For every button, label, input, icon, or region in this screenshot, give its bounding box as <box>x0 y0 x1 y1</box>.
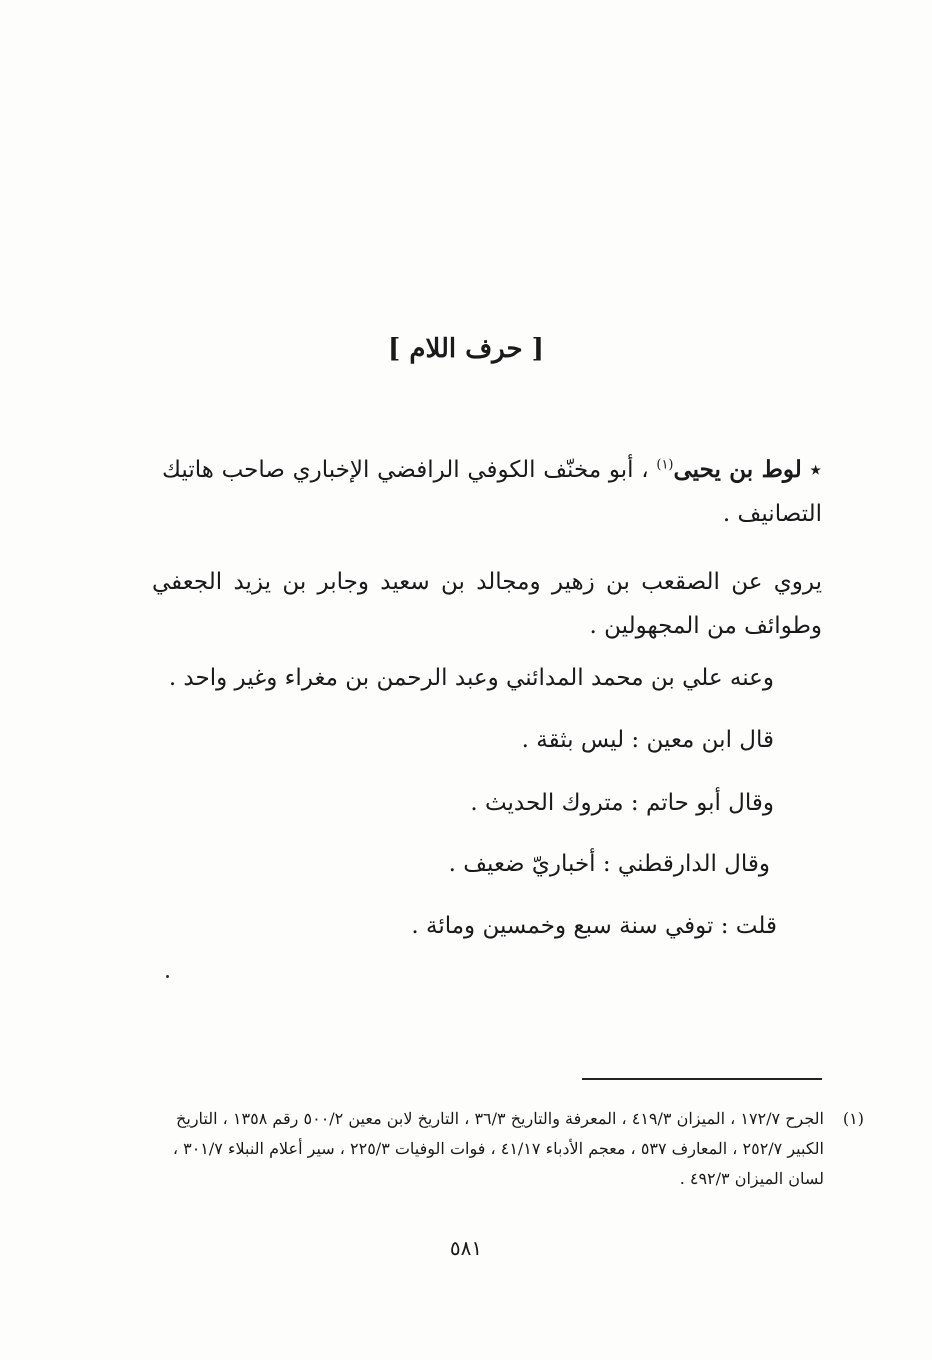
statement-ibn-maeen: قال ابن معين : ليس بثقة . <box>521 727 774 753</box>
footnote-separator <box>582 1078 822 1080</box>
narrators-from-paragraph: يروي عن الصقعب بن زهير ومجالد بن سعيد وجابر بن يزيد الجعفي وطوائف من المجهولين . <box>152 569 822 639</box>
entry-description: ، أبو مخنّف الكوفي الرافضي الإخباري صاحب هاتيك التصانيف . <box>162 457 822 527</box>
statement-author-note: قلت : توفي سنة سبع وخمسين ومائة . <box>411 913 777 939</box>
entry-name: لوط بن يحيى <box>673 456 802 483</box>
entry-bullet: ٭ <box>801 457 822 483</box>
footnote <box>144 1104 864 1194</box>
entry-paragraph <box>162 448 822 536</box>
statement-abu-hatim: وقال أبو حاتم : متروك الحديث . <box>470 790 774 816</box>
footnote-text: الجرح ١٧٢/٧ ، الميزان ٤١٩/٣ ، المعرفة والتاريخ ٣٦/٣ ، التاريخ لابن معين ٥٠٠/٢ رقم ١٣٥٨ ، التاريخ الكبير ٢٥٢/٧ ، المعارف ٥٣٧ ، معجم الأدباء ٤١/١٧ ، فوات الوفيات ٢٢٥/٣ ، سير أعلام النبلاء ٣٠١/٧ ، لسان الميزان ٤٩٢/٣ . <box>172 1109 824 1188</box>
section-title: [ حرف اللام ] <box>388 334 544 364</box>
narrators-to-line: وعنه علي بن محمد المدائني وعبد الرحمن بن مغراء وغير واحد . <box>168 665 774 691</box>
footnote-marker: (١) <box>842 1109 864 1128</box>
print-speck <box>166 975 169 978</box>
page-number: ٥٨١ <box>449 1236 483 1260</box>
footnote-reference[interactable]: (١) <box>656 457 674 473</box>
statement-daraqutni: وقال الدارقطني : أخباريّ ضعيف . <box>448 851 770 877</box>
